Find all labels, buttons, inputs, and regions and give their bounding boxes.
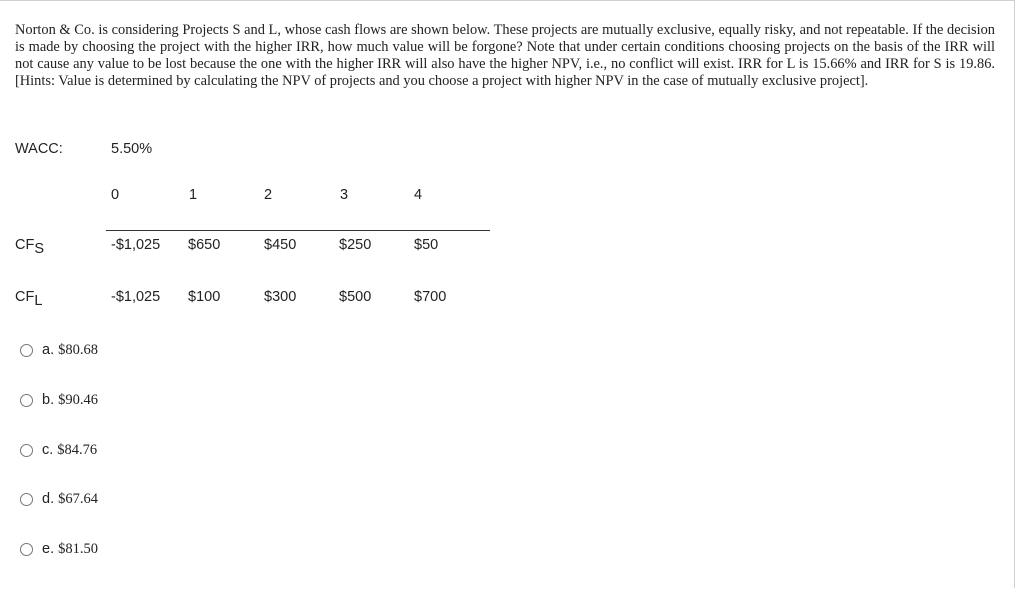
radio-button[interactable]	[20, 344, 33, 357]
option-value: $80.68	[58, 341, 98, 358]
cfs-value-0: -$1,025	[111, 237, 161, 253]
cfl-label-text: CF	[15, 289, 35, 305]
cfl-value-2: $300	[264, 289, 297, 305]
question-text: Norton & Co. is considering Projects S and L, whose cash flows are shown below. These projects are mutually exclusive, equally risky, and not repeatable. If the decision is made by choosing the project with the higher IRR, how much value will be forgone? Note that under certain conditions choosing projects on the basis of the IRR will not cause any value to be lost because the one with the higher IRR will also have the higher NPV, i.e., no conflict will exist. IRR for L is 15.66% and IRR for S is 19.86. [Hints: Value is determined by calculating the NPV of projects and you choose a project with higher NPV in the case of mutually exclusive project].	[15, 22, 995, 89]
option-value: $81.50	[58, 540, 98, 557]
option-letter: a.	[42, 342, 55, 358]
radio-button[interactable]	[20, 493, 33, 506]
period-2: 2	[264, 187, 273, 203]
cfl-value-0: -$1,025	[111, 289, 161, 305]
option-value: $90.46	[58, 391, 98, 408]
option-value: $84.76	[57, 441, 98, 458]
cfl-row-label	[15, 289, 42, 309]
table-divider	[106, 230, 490, 231]
period-1: 1	[189, 187, 198, 203]
cfs-row-label	[15, 237, 44, 257]
option-e[interactable]	[20, 539, 98, 559]
option-letter: d.	[42, 491, 55, 507]
option-value: $67.64	[58, 490, 98, 507]
option-letter: e.	[42, 541, 55, 557]
cfs-value-2: $450	[264, 237, 297, 253]
option-b[interactable]	[20, 390, 98, 410]
option-letter: b.	[42, 392, 55, 408]
cfl-value-4: $700	[414, 289, 447, 305]
period-3: 3	[340, 187, 349, 203]
wacc-value: 5.50%	[111, 141, 153, 157]
radio-button[interactable]	[20, 394, 33, 407]
cfl-value-1: $100	[188, 289, 221, 305]
cfs-value-4: $50	[414, 237, 439, 253]
option-d[interactable]	[20, 489, 98, 509]
cfs-label-sub: S	[34, 241, 45, 257]
radio-button[interactable]	[20, 543, 33, 556]
radio-button[interactable]	[20, 444, 33, 457]
option-letter: c.	[42, 442, 54, 458]
cfs-value-3: $250	[339, 237, 372, 253]
option-c[interactable]	[20, 440, 97, 460]
cfs-label-text: CF	[15, 237, 35, 253]
period-0: 0	[111, 187, 120, 203]
option-a[interactable]	[20, 340, 98, 360]
cfl-label-sub: L	[34, 293, 43, 309]
period-4: 4	[414, 187, 423, 203]
wacc-label: WACC:	[15, 141, 63, 157]
cfs-value-1: $650	[188, 237, 221, 253]
cfl-value-3: $500	[339, 289, 372, 305]
